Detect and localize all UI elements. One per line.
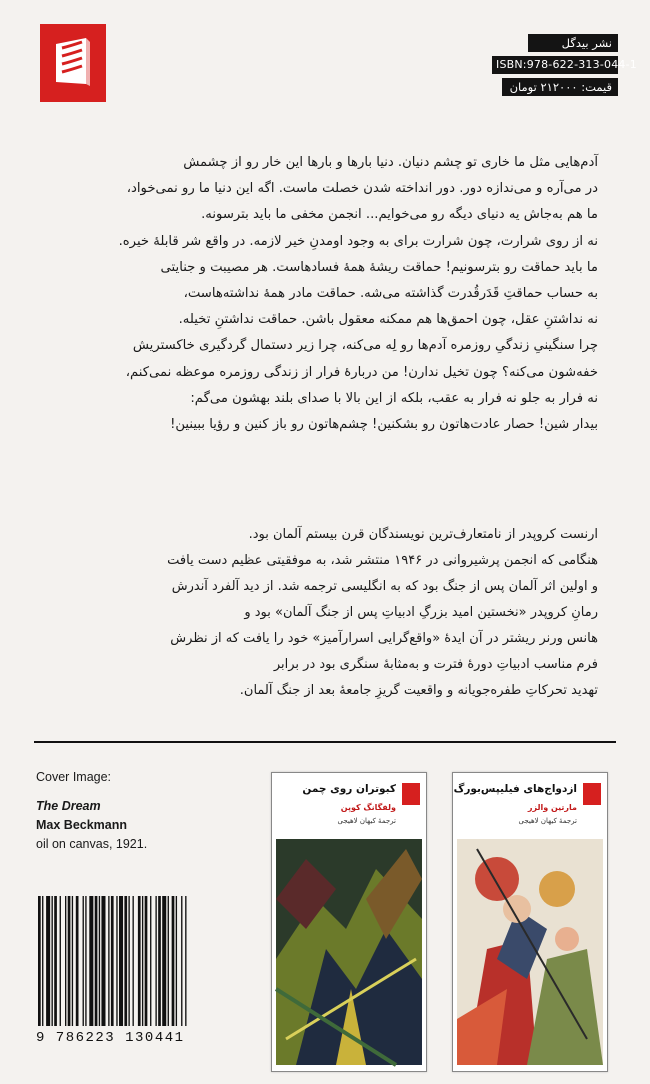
barcode-bar (145, 896, 148, 1026)
barcode-bar (42, 896, 43, 1026)
cover-credit (36, 768, 236, 854)
publisher-logo (40, 24, 106, 102)
barcode-bar (72, 896, 73, 1026)
cover-medium: oil on canvas, 1921. (36, 837, 148, 851)
about-line: هانس ورنر ریشتر در آن ایدهٔ «واقع‌گرایی اسرارآمیز» خود را یافت که از نظرش (170, 631, 598, 646)
barcode-bar (60, 896, 61, 1026)
barcode-bar (128, 896, 129, 1026)
book-publisher-mark (583, 783, 601, 805)
cover-painting-title: The Dream (36, 799, 101, 813)
book-cover-art (276, 839, 422, 1065)
barcode-bar (101, 896, 105, 1026)
quote-line: نه نداشتنِ عقل، چون احمق‌ها هم ممکنه معقول باشن. حماقت نداشتنِ تخیله. (178, 312, 598, 328)
book-info-box (492, 34, 637, 100)
barcode-bar (85, 896, 86, 1026)
back-cover-quote (52, 150, 598, 438)
quote-line: خفه‌شون می‌کنه؟ چون تخیل ندارن! من دربارهٔ فرار از زندگی روزمره موعظه نمی‌کنم، (125, 364, 598, 380)
barcode-bar (142, 896, 143, 1026)
cover-credit-label: Cover Image: (36, 770, 112, 784)
barcode-bar (158, 896, 161, 1026)
quote-line: نه از روی شرارت، چون شرارت برای به وجود اومدنِ خیر لازمه. در واقع شر قابلهٔ خیره. (118, 233, 598, 249)
barcode-bar (68, 896, 71, 1026)
barcode-bar (89, 896, 93, 1026)
barcode-bar (76, 896, 79, 1026)
barcode-bar (138, 896, 141, 1026)
book-translator: ترجمهٔ کیهان لاهیجی (337, 817, 396, 825)
barcode-bar (52, 896, 53, 1026)
price-label: قیمت: (581, 80, 612, 94)
barcode-bar (162, 896, 166, 1026)
quote-line: به حساب حماقتِ قَدَرقُدرت گذاشته می‌شه. حماقت مادر همهٔ نداشته‌هاست، (183, 286, 598, 302)
quote-line: چرا سنگینیِ زندگیِ روزمره آدم‌ها رو لِه می‌کنه، چرا زیر دستمال گردگیری خاکستریش (132, 338, 598, 354)
barcode-bars (36, 896, 232, 1026)
publisher-name: نشر بیدگل (528, 34, 618, 52)
about-line: فرم مناسب ادبیاتِ دورهٔ فترت و به‌مثابهٔ سنگری بود در برابر (273, 657, 598, 672)
barcode-bar (83, 896, 84, 1026)
barcode-bar (176, 896, 177, 1026)
quote-line: در می‌آره و می‌ندازه دور. دور انداخته شدن خصلت ماست. اگه این دنیا ما رو نمی‌خواد، (126, 181, 598, 197)
barcode-bar (119, 896, 123, 1026)
book-title: ازدواج‌های فیلیپس‌بورگ (453, 783, 577, 795)
barcode-bar (111, 896, 114, 1026)
quote-line: بیدار شین! حصار عادت‌هاتون رو بشکنین! چشم‌هاتون رو باز کنین و رؤیا ببینین! (170, 417, 598, 433)
barcode-bar (181, 896, 182, 1026)
price-value: ۲۱۲۰۰۰ تومان (509, 80, 578, 94)
barcode (36, 896, 232, 1056)
barcode-bar (124, 896, 127, 1026)
barcode-bar (116, 896, 117, 1026)
related-book-2 (452, 772, 608, 1072)
book-author: مارتین والزر (527, 803, 577, 812)
book-publisher-mark (402, 783, 420, 805)
related-book-1 (271, 772, 427, 1072)
barcode-bar (38, 896, 41, 1026)
barcode-bar (65, 896, 66, 1026)
about-line: هنگامی که انجمن پرشیروانی در ۱۹۴۶ منتشر شد، به موفقیتی عظیم دست یافت (167, 553, 598, 568)
about-line: تهدید تحرکاتِ طفره‌جویانه و واقعیت گریزِ جامعهٔ بعد از جنگ آلمان. (239, 683, 598, 698)
barcode-bar (185, 896, 186, 1026)
barcode-bar (108, 896, 109, 1026)
about-line: و اولین اثر آلمان پس از جنگ بود که به انگلیسی ترجمه شد. از دید آلفرد آندرش (171, 579, 598, 594)
about-line: رمانِ کروپدر «نخستین امید بزرگِ ادبیاتِ پس از جنگ آلمان» بود و (244, 605, 598, 620)
quote-line: نه فرار به جلو نه فرار به عقب، بلکه از این بالا با صدای بلند بهشون می‌گم: (190, 390, 598, 406)
barcode-bar (155, 896, 156, 1026)
cover-artist: Max Beckmann (36, 818, 128, 832)
isbn: ISBN:978-622-313-044-1 (492, 56, 618, 74)
barcode-bar (54, 896, 57, 1026)
book-author: ولفگانگ کوپن (340, 803, 396, 812)
about-author (52, 522, 598, 704)
barcode-bar (99, 896, 100, 1026)
book-title: کبوتران روی چمن (302, 783, 396, 795)
divider (34, 741, 616, 743)
quote-line: آدم‌هایی مثل ما خاری تو چشم دنیان. دنیا بارها و بارها این خار رو از چشمش (183, 155, 598, 170)
quote-line: ما باید حماقت رو بترسونیم! حماقت ریشهٔ همهٔ فسادهاست. هر مصیبت و جنایتی (160, 259, 598, 275)
barcode-bar (172, 896, 175, 1026)
about-line: ارنست کروپدر از نامتعارف‌ترین نویسندگان قرن بیستم آلمان بود. (248, 527, 598, 542)
barcode-bar (133, 896, 134, 1026)
barcode-bar (150, 896, 151, 1026)
book-translator: ترجمهٔ کیهان لاهیجی (518, 817, 577, 825)
book-cover-art (457, 839, 603, 1065)
price (502, 78, 618, 96)
barcode-bar (46, 896, 50, 1026)
barcode-bar (95, 896, 98, 1026)
barcode-digits: 9 786223 130441 (36, 1030, 185, 1046)
barcode-bar (168, 896, 169, 1026)
quote-line: ما هم به‌جاش یه دنیای دیگه رو می‌خوایم... انجمن مخفی ما باید بترسونه. (201, 207, 598, 223)
